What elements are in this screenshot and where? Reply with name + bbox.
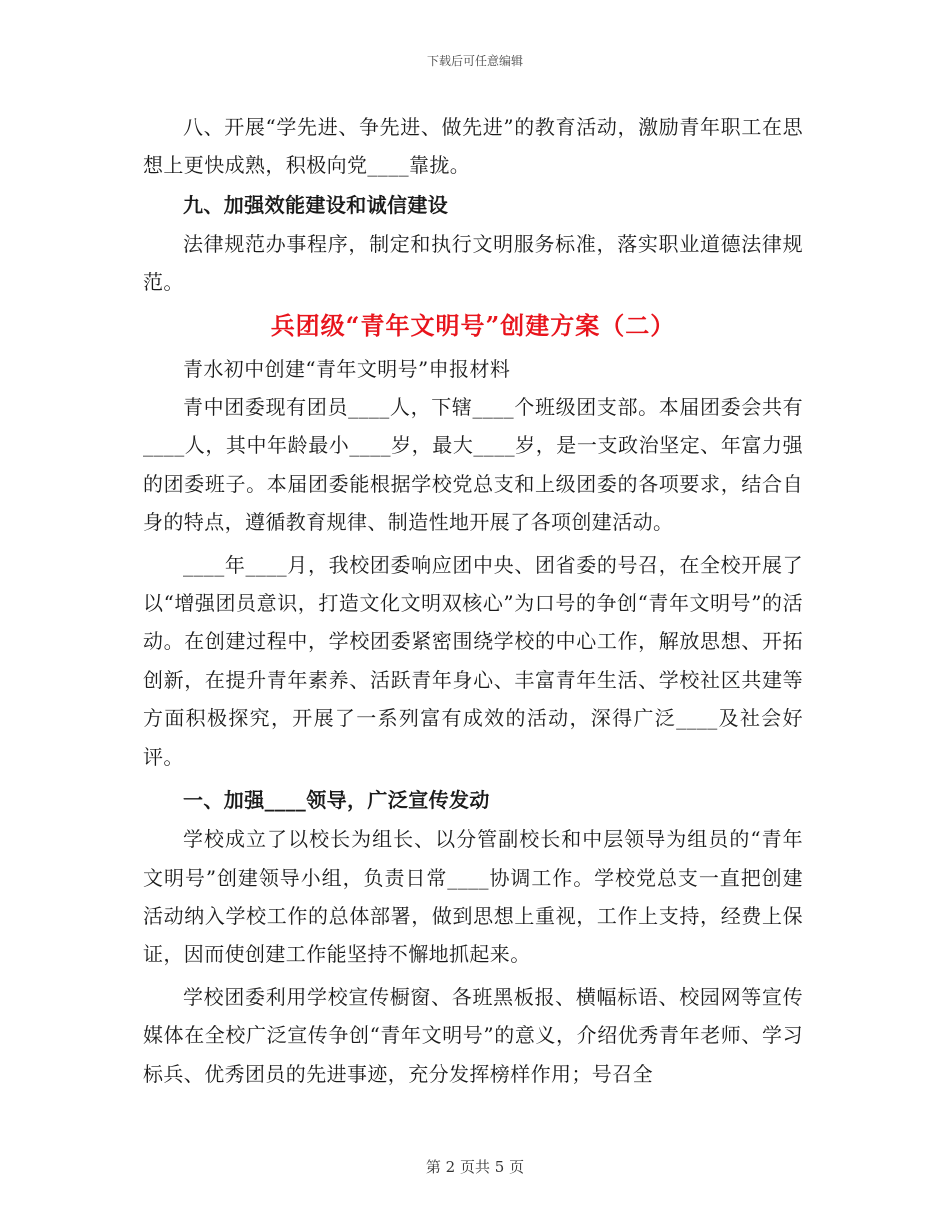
page-number: 第 2 页共 5 页: [425, 1158, 525, 1176]
paragraph-leadership: 学校成立了以校长为组长、以分管副校长和中层领导为组员的“青年文明号”创建领导小组，负责日常____协调工作。学校党总支一直把创建活动纳入学校工作的总体部署，做到思想上重视，工作上支持，经费上保证，因而使创建工作能坚持不懈地抓起来。: [143, 827, 803, 967]
paragraph-league-overview: 青中团委现有团员____人，下辖____个班级团支部。本届团委会共有____人，其中年龄最小____岁，最大____岁，是一支政治坚定、年富力强的团委班子。本届团委能根据学校党总支和上级团委的各项要求，结合自身的特点，遵循教育规律、制造性地开展了各项创建活动。: [143, 395, 803, 535]
paragraph-campaign: ____年____月，我校团委响应团中央、团省委的号召，在全校开展了以“增强团员意识，打造文化文明双核心”为口号的争创“青年文明号”的活动。在创建过程中，学校团委紧密围绕学校的中心工作，解放思想、开拓创新，在提升青年素养、活跃青年身心、丰富青年生活、学校社区共建等方面积极探究，开展了一系列富有成效的活动，深得广泛____及社会好评。: [143, 552, 803, 769]
document-subtitle: 青水初中创建“青年文明号”申报材料: [183, 356, 511, 381]
heading-one: 一、加强____领导，广泛宣传发动: [183, 788, 490, 813]
page-header-note: 下载后可任意编辑: [426, 54, 523, 68]
paragraph-nine: 法律规范办事程序，制定和执行文明服务标准，落实职业道德法律规范。: [143, 231, 803, 295]
paragraph-publicity: 学校团委利用学校宣传橱窗、各班黑板报、横幅标语、校园网等宣传媒体在全校广泛宣传争创“青年文明号”的意义，介绍优秀青年老师、学习标兵、优秀团员的先进事迹，充分发挥榜样作用；号召全: [143, 984, 803, 1086]
document-title: 兵团级“青年文明号”创建方案（二）: [270, 310, 676, 340]
paragraph-eight: 八、开展“学先进、争先进、做先进”的教育活动，激励青年职工在思想上更快成熟，积极向党____靠拢。: [143, 115, 803, 178]
heading-nine: 九、加强效能建设和诚信建设: [183, 192, 449, 217]
document-body: [143, 108, 803, 1093]
